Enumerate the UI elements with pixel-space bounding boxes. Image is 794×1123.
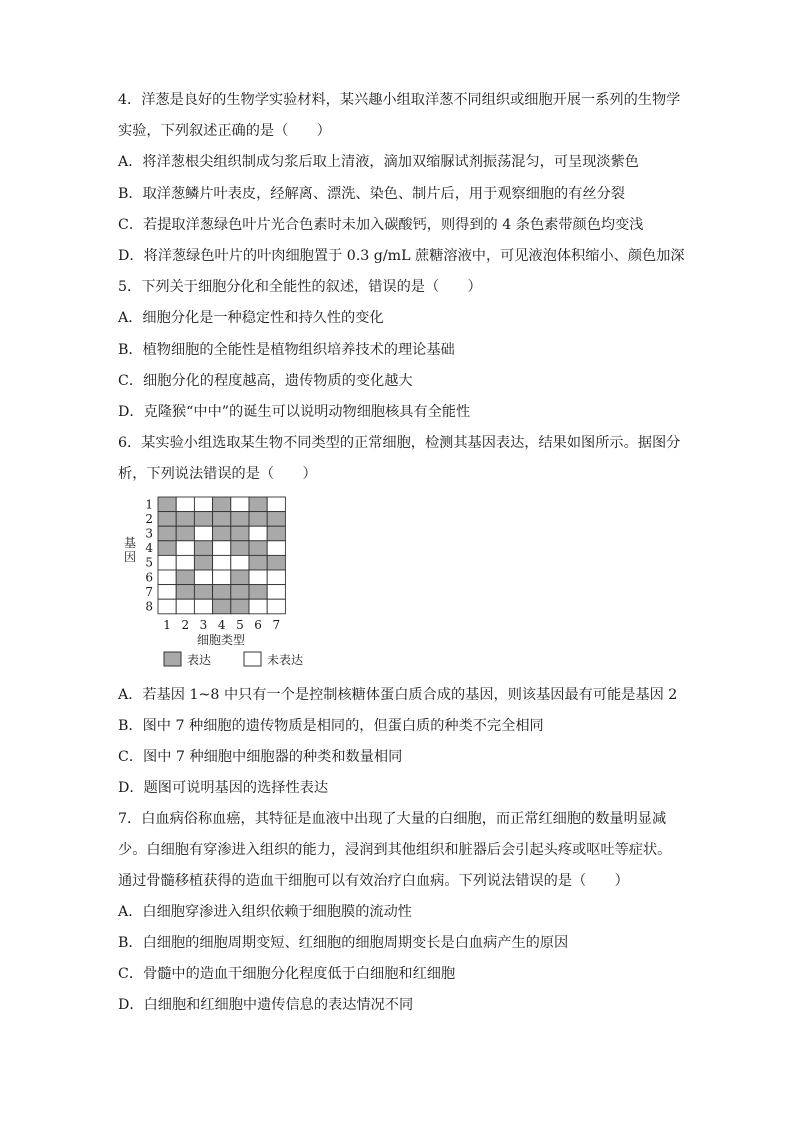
cell-type-label: 1 bbox=[163, 617, 171, 632]
q5-option-c: C．细胞分化的程度越高，遗传物质的变化越大 bbox=[118, 373, 413, 389]
cell-type-label: 4 bbox=[217, 617, 226, 632]
q4-option-b: B．取洋葱鳞片叶表皮，经解离、漂洗、染色、制片后，用于观察细胞的有丝分裂 bbox=[118, 186, 625, 202]
q4-option-d: D．将洋葱绿色叶片的叶肉细胞置于 0.3 g/mL 蔗糖溶液中，可见液泡体积缩小、颜色加深 bbox=[118, 248, 685, 264]
grid-cell-gene3-cell7 bbox=[267, 526, 285, 541]
q6-stem-line1: 6．某实验小组选取某生物不同类型的正常细胞，检测其基因表达，结果如图所示。据图分 bbox=[118, 435, 681, 451]
cell-type-label: 5 bbox=[236, 617, 244, 632]
legend-label-expressed: 表达 bbox=[187, 653, 212, 667]
q5-stem: 5．下列关于细胞分化和全能性的叙述，错误的是（ ） bbox=[118, 279, 482, 295]
grid-cell-gene3-cell4 bbox=[213, 526, 231, 541]
grid-cell-gene6-cell2 bbox=[176, 570, 194, 585]
cell-type-label: 2 bbox=[181, 617, 190, 632]
grid-cell-gene2-cell2 bbox=[176, 512, 194, 527]
grid-cell-gene6-cell7 bbox=[267, 570, 285, 585]
legend-swatch-expressed bbox=[164, 652, 181, 666]
grid-cell-gene2-cell1 bbox=[158, 512, 176, 527]
gene-label: 7 bbox=[145, 584, 153, 599]
grid-cell-gene6-cell1 bbox=[158, 570, 176, 585]
grid-cell-gene3-cell5 bbox=[231, 526, 249, 541]
grid-cell-gene8-cell5 bbox=[231, 599, 249, 614]
grid-cell-gene1-cell2 bbox=[176, 497, 194, 512]
gene-label: 5 bbox=[145, 555, 153, 570]
grid-cell-gene6-cell5 bbox=[231, 570, 249, 585]
grid-cell-gene8-cell4 bbox=[213, 599, 231, 614]
grid-cell-gene4-cell3 bbox=[194, 541, 212, 556]
gene-label: 4 bbox=[145, 541, 153, 556]
q7-stem-line1: 7．白血病俗称血癌，其特征是血液中出现了大量的白细胞，而正常红细胞的数量明显减 bbox=[118, 811, 667, 827]
legend-label-not-expressed: 未表达 bbox=[267, 653, 304, 667]
q4-option-a: A．将洋葱根尖组织制成匀浆后取上清液，滴加双缩脲试剂振荡混匀，可呈现淡紫色 bbox=[118, 154, 639, 170]
y-axis-label-char-1: 基 bbox=[124, 536, 137, 550]
q6-option-d: D．题图可说明基因的选择性表达 bbox=[118, 780, 329, 796]
grid-cell-gene4-cell6 bbox=[249, 541, 267, 556]
cell-type-label: 7 bbox=[272, 617, 281, 632]
grid-cell-gene3-cell3 bbox=[194, 526, 212, 541]
grid-cell-gene1-cell4 bbox=[213, 497, 231, 512]
grid-cell-gene2-cell6 bbox=[249, 512, 267, 527]
grid-cell-gene6-cell6 bbox=[249, 570, 267, 585]
grid-cell-gene7-cell4 bbox=[213, 585, 231, 600]
grid-cell-gene5-cell6 bbox=[249, 555, 267, 570]
q5-option-d: D．克隆猴“中中”的诞生可以说明动物细胞核具有全能性 bbox=[118, 404, 471, 420]
grid-cell-gene3-cell2 bbox=[176, 526, 194, 541]
grid-cell-gene2-cell7 bbox=[267, 512, 285, 527]
q6-option-c: C．图中 7 种细胞中细胞器的种类和数量相同 bbox=[118, 749, 403, 765]
q6-stem-line2: 析，下列说法错误的是（ ） bbox=[118, 466, 317, 482]
grid-cell-gene5-cell3 bbox=[194, 555, 212, 570]
q5-option-b: B．植物细胞的全能性是植物组织培养技术的理论基础 bbox=[118, 342, 455, 358]
gene-expression-figure bbox=[118, 492, 338, 672]
y-axis-label-char-2: 因 bbox=[124, 550, 137, 564]
grid-cell-gene1-cell5 bbox=[231, 497, 249, 512]
grid-cell-gene1-cell6 bbox=[249, 497, 267, 512]
gene-label: 8 bbox=[145, 599, 153, 614]
grid-cell-gene8-cell1 bbox=[158, 599, 176, 614]
grid-cell-gene3-cell1 bbox=[158, 526, 176, 541]
grid-cell-gene2-cell4 bbox=[213, 512, 231, 527]
q4-stem-line1: 4．洋葱是良好的生物学实验材料，某兴趣小组取洋葱不同组织或细胞开展一系列的生物学 bbox=[118, 92, 681, 108]
q5-option-a: A．细胞分化是一种稳定性和持久性的变化 bbox=[118, 310, 384, 326]
gene-expression-grid bbox=[118, 492, 338, 672]
grid-cell-gene5-cell2 bbox=[176, 555, 194, 570]
q6-option-b: B．图中 7 种细胞的遗传物质是相同的，但蛋白质的种类不完全相同 bbox=[118, 718, 544, 734]
q7-option-a: A．白细胞穿渗进入组织依赖于细胞膜的流动性 bbox=[118, 904, 412, 920]
grid-cell-gene4-cell4 bbox=[213, 541, 231, 556]
grid-cell-gene7-cell2 bbox=[176, 585, 194, 600]
grid-cell-gene5-cell4 bbox=[213, 555, 231, 570]
grid-cell-gene1-cell3 bbox=[194, 497, 212, 512]
q7-option-c: C．骨髓中的造血干细胞分化程度低于白细胞和红细胞 bbox=[118, 966, 456, 982]
grid-cell-gene7-cell1 bbox=[158, 585, 176, 600]
gene-label: 1 bbox=[145, 497, 153, 512]
q4-stem-line2: 实验，下列叙述正确的是（ ） bbox=[118, 123, 331, 139]
grid-cell-gene2-cell5 bbox=[231, 512, 249, 527]
grid-cell-gene4-cell1 bbox=[158, 541, 176, 556]
gene-label: 6 bbox=[145, 570, 153, 585]
grid-cell-gene8-cell7 bbox=[267, 599, 285, 614]
q7-stem-line3: 通过骨髓移植获得的造血干细胞可以有效治疗白血病。下列说法错误的是（ ） bbox=[118, 873, 629, 889]
legend-swatch-not-expressed bbox=[244, 652, 261, 666]
cell-type-label: 6 bbox=[254, 617, 262, 632]
q4-option-c: C．若提取洋葱绿色叶片光合色素时未加入碳酸钙，则得到的 4 条色素带颜色均变浅 bbox=[118, 217, 644, 233]
grid-cell-gene3-cell6 bbox=[249, 526, 267, 541]
grid-cell-gene7-cell5 bbox=[231, 585, 249, 600]
grid-cell-gene6-cell3 bbox=[194, 570, 212, 585]
grid-cell-gene1-cell7 bbox=[267, 497, 285, 512]
grid-cell-gene6-cell4 bbox=[213, 570, 231, 585]
grid-cell-gene2-cell3 bbox=[194, 512, 212, 527]
grid-cell-gene5-cell5 bbox=[231, 555, 249, 570]
grid-cell-gene7-cell6 bbox=[249, 585, 267, 600]
grid-cell-gene4-cell2 bbox=[176, 541, 194, 556]
x-axis-label: 细胞类型 bbox=[196, 633, 246, 647]
grid-cell-gene4-cell7 bbox=[267, 541, 285, 556]
grid-cell-gene7-cell3 bbox=[194, 585, 212, 600]
q7-stem-line2: 少。白细胞有穿渗进入组织的能力，浸润到其他组织和脏器后会引起头疼或呕吐等症状。 bbox=[118, 842, 672, 858]
q7-option-b: B．白细胞的细胞周期变短、红细胞的细胞周期变长是白血病产生的原因 bbox=[118, 935, 569, 951]
grid-cell-gene5-cell7 bbox=[267, 555, 285, 570]
gene-label: 3 bbox=[145, 526, 153, 541]
cell-type-label: 3 bbox=[199, 617, 208, 632]
grid-cell-gene5-cell1 bbox=[158, 555, 176, 570]
q6-option-a: A．若基因 1~8 中只有一个是控制核糖体蛋白质合成的基因，则该基因最有可能是基因 2 bbox=[118, 687, 678, 703]
q7-option-d: D．白细胞和红细胞中遗传信息的表达情况不同 bbox=[118, 997, 414, 1013]
grid-cell-gene8-cell6 bbox=[249, 599, 267, 614]
grid-cell-gene8-cell3 bbox=[194, 599, 212, 614]
grid-cell-gene7-cell7 bbox=[267, 585, 285, 600]
grid-cell-gene4-cell5 bbox=[231, 541, 249, 556]
gene-label: 2 bbox=[145, 511, 153, 526]
grid-cell-gene8-cell2 bbox=[176, 599, 194, 614]
grid-cell-gene1-cell1 bbox=[158, 497, 176, 512]
